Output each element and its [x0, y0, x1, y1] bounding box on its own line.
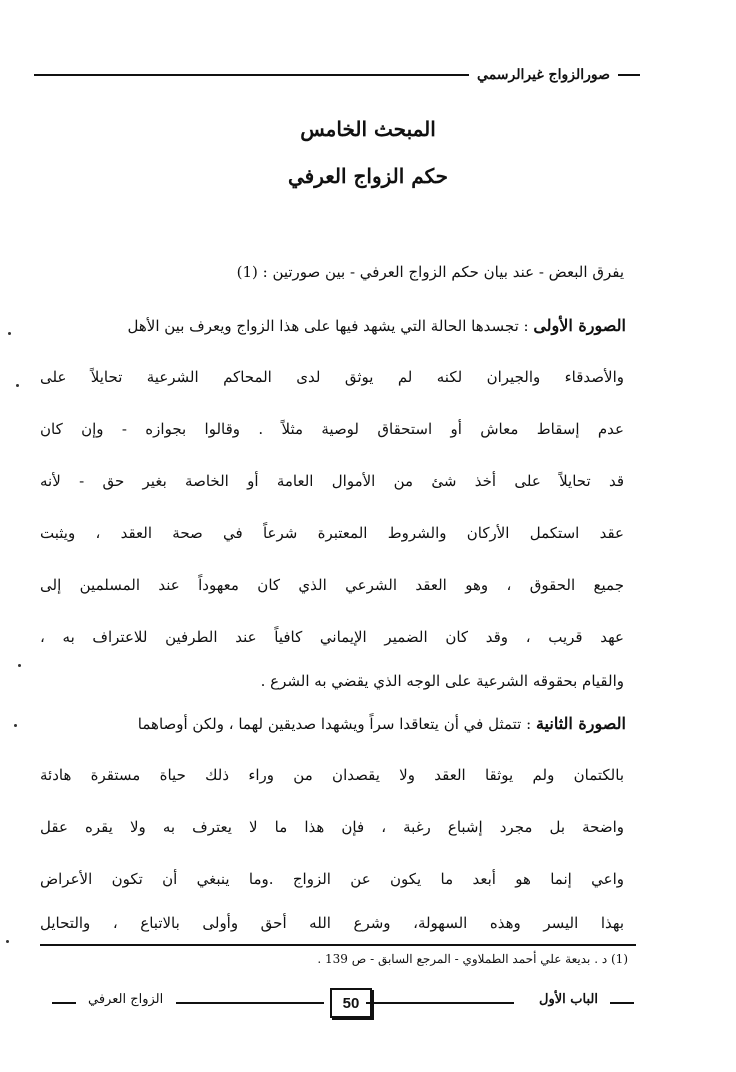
- form1-line: والأصدقاء والجيران لكنه لم يوثق لدى المحاكم الشرعية تحايلاً على: [40, 368, 624, 386]
- footer-dash-right: [610, 1002, 634, 1004]
- form2-line: بالكتمان ولم يوثقا العقد ولا يقصدان من وراء ذلك حياة مستقرة هادئة: [40, 766, 624, 784]
- form2-first-text: : تتمثل في أن يتعاقدا سراً ويشهدا صديقين لهما ، ولكن أوصاهما: [137, 715, 532, 733]
- scan-speck: [14, 724, 17, 727]
- form2-line: واضحة بل مجرد إشباع رغبة ، فإن هذا ما لا يعترف به ولا يقره عقل: [40, 818, 624, 836]
- footer-book-title: الزواج العرفي: [88, 992, 164, 1007]
- form1-first-line: [128, 316, 627, 335]
- form1-line: عدم إسقاط معاش أو استحقاق لوصية مثلاً . وقالوا بجوازه - وإن كان: [40, 420, 624, 438]
- scan-speck: [16, 384, 19, 387]
- scan-speck: [6, 940, 9, 943]
- footnote-rule: [40, 944, 636, 946]
- form1-line: قد تحايلاً على أخذ شئ من الأموال العامة أو الخاصة بغير حق - لأنه: [40, 472, 624, 490]
- section-number: المبحث الخامس: [300, 117, 436, 141]
- section-title: حكم الزواج العرفي: [287, 164, 449, 188]
- running-header-title: صورالزواج غيرالرسمي: [477, 67, 610, 83]
- form1-line: عقد استكمل الأركان والشروط المعتبرة شرعاً في صحة العقد ، ويثبت: [40, 524, 624, 542]
- running-header: [34, 62, 640, 88]
- form1-line: عهد قريب ، وقد كان الضمير الإيماني كافياً عند الطرفين للاعتراف به ،: [40, 628, 624, 646]
- form1-first-text: : تجسدها الحالة التي يشهد فيها على هذا الزواج ويعرف بين الأهل: [127, 317, 529, 335]
- intro-paragraph: يفرق البعض - عند بيان حكم الزواج العرفي - بين صورتين : (1): [236, 263, 624, 281]
- header-dash: [618, 74, 640, 76]
- footer-dash-left: [52, 1002, 76, 1004]
- form2-label: الصورة الثانية: [535, 714, 626, 733]
- footnote: (1) د . بديعة علي أحمد الطملاوي - المرجع السابق - ص 139 .: [317, 952, 628, 966]
- form2-first-line: [138, 714, 626, 733]
- footer-rule-left: [176, 1002, 324, 1004]
- form2-line: واعي إنما هو أبعد ما يكون عن الزواج .وما ينبغي أن تكون الأعراض: [40, 870, 624, 888]
- page-number: 50: [330, 988, 372, 1018]
- page-footer: [52, 988, 634, 1018]
- form1-line: جميع الحقوق ، وهو العقد الشرعي الذي كان معهوداً عند المسلمين إلى: [40, 576, 624, 594]
- form1-line: والقيام بحقوقه الشرعية على الوجه الذي يقضي به الشرع .: [260, 672, 624, 690]
- form2-line: بهذا اليسر وهذه السهولة، وشرع الله أحق وأولى بالاتباع ، والتحايل: [40, 914, 624, 932]
- header-rule: [34, 74, 469, 76]
- form1-label: الصورة الأولى: [533, 316, 626, 335]
- footer-part-label: الباب الأول: [539, 992, 598, 1007]
- scan-speck: [8, 332, 11, 335]
- footer-rule-right: [366, 1002, 514, 1004]
- scan-speck: [18, 664, 21, 667]
